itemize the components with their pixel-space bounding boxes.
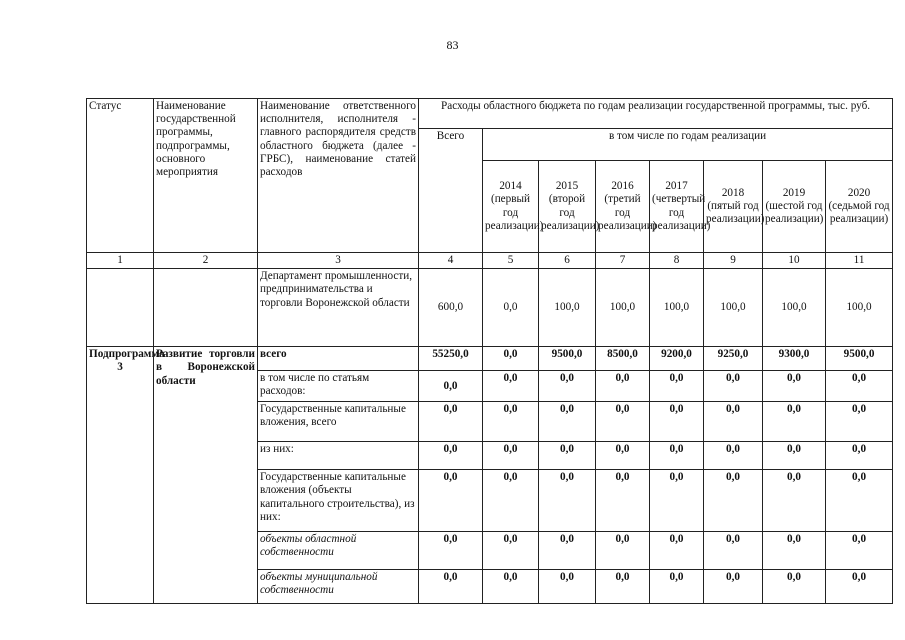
value-cell: 0,0 (763, 532, 826, 570)
value-cell: 0,0 (539, 470, 596, 532)
value-cell: 0,0 (763, 402, 826, 442)
value-cell: 0,0 (539, 402, 596, 442)
department-row (87, 269, 893, 347)
column-number: 3 (258, 253, 419, 269)
header-including-by-years: в том числе по годам реализации (483, 129, 893, 161)
value-cell: 0,0 (650, 371, 704, 402)
value-cell: 100,0 (539, 269, 596, 347)
value-cell: 0,0 (763, 442, 826, 470)
value-cell: 600,0 (419, 269, 483, 347)
value-cell: 0,0 (483, 570, 539, 604)
value-cell: 0,0 (704, 371, 763, 402)
value-cell: 0,0 (419, 532, 483, 570)
value-cell: 0,0 (650, 470, 704, 532)
header-expenses: Расходы областного бюджета по годам реализации государственной программы, тыс. руб. (419, 99, 893, 129)
value-cell: 0,0 (826, 470, 893, 532)
value-cell: 0,0 (596, 470, 650, 532)
row-label: в том числе по статьям расходов: (258, 371, 419, 402)
header-year-2015: 2015 (второй год реализации) (539, 161, 596, 253)
header-year-2020: 2020 (седьмой год реализации) (826, 161, 893, 253)
row-label: объекты муниципальной собственности (258, 570, 419, 604)
value-cell: 9300,0 (763, 347, 826, 371)
page-number: 83 (446, 38, 459, 52)
row-label: Государственные капитальные вложения, всего (258, 402, 419, 442)
value-cell: 0,0 (483, 371, 539, 402)
value-cell: 0,0 (650, 402, 704, 442)
value-cell: 100,0 (704, 269, 763, 347)
column-number: 10 (763, 253, 826, 269)
value-cell: 100,0 (826, 269, 893, 347)
value-cell: 100,0 (596, 269, 650, 347)
header-program-name: Наименование государственной программы, подпрограммы, основного мероприятия (154, 99, 258, 253)
value-cell: 0,0 (826, 442, 893, 470)
value-cell: 0,0 (763, 570, 826, 604)
value-cell: 100,0 (650, 269, 704, 347)
row-label: всего (258, 347, 419, 371)
value-cell: 0,0 (483, 347, 539, 371)
header-total: Всего (419, 129, 483, 253)
value-cell: 0,0 (596, 371, 650, 402)
header-year-2018: 2018 (пятый год реализации) (704, 161, 763, 253)
subprogram-status: Подпрограмма 3 (87, 347, 154, 604)
value-cell: 0,0 (539, 371, 596, 402)
value-cell: 100,0 (763, 269, 826, 347)
value-cell: 0,0 (539, 532, 596, 570)
value-cell: 0,0 (826, 371, 893, 402)
column-number: 8 (650, 253, 704, 269)
column-number: 4 (419, 253, 483, 269)
value-cell: 9500,0 (826, 347, 893, 371)
row-label: из них: (258, 442, 419, 470)
column-number: 7 (596, 253, 650, 269)
value-cell: 0,0 (826, 570, 893, 604)
value-cell: 0,0 (650, 532, 704, 570)
subprogram-name: Развитие торговли в Воронежской области (154, 347, 258, 604)
column-numbers-row (87, 253, 893, 269)
value-cell: 55250,0 (419, 347, 483, 371)
value-cell: 0,0 (419, 442, 483, 470)
value-cell: 0,0 (483, 269, 539, 347)
value-cell: 0,0 (596, 442, 650, 470)
value-cell: 0,0 (596, 532, 650, 570)
value-cell: 0,0 (483, 532, 539, 570)
value-cell: 0,0 (704, 570, 763, 604)
budget-table (86, 98, 893, 604)
value-cell: 8500,0 (596, 347, 650, 371)
header-year-2019: 2019 (шестой год реализации) (763, 161, 826, 253)
value-cell: 0,0 (763, 371, 826, 402)
column-number: 5 (483, 253, 539, 269)
empty-cell (154, 269, 258, 347)
row-label: Государственные капитальные вложения (объекты капитального строительства), из них: (258, 470, 419, 532)
column-number: 9 (704, 253, 763, 269)
value-cell: 0,0 (704, 470, 763, 532)
empty-cell (87, 269, 154, 347)
row-label: объекты областной собственности (258, 532, 419, 570)
subprogram-total-row (87, 347, 893, 371)
value-cell: 0,0 (596, 402, 650, 442)
value-cell: 0,0 (596, 570, 650, 604)
value-cell: 0,0 (704, 402, 763, 442)
value-cell: 9500,0 (539, 347, 596, 371)
value-cell: 0,0 (763, 470, 826, 532)
value-cell: 0,0 (419, 371, 483, 402)
header-year-2014: 2014 (первый год реализации) (483, 161, 539, 253)
header-status: Статус (87, 99, 154, 253)
value-cell: 9200,0 (650, 347, 704, 371)
header-year-2017: 2017 (четвертый год реализации) (650, 161, 704, 253)
value-cell: 0,0 (650, 570, 704, 604)
value-cell: 0,0 (419, 402, 483, 442)
value-cell: 0,0 (826, 532, 893, 570)
value-cell: 0,0 (419, 570, 483, 604)
value-cell: 0,0 (483, 442, 539, 470)
value-cell: 0,0 (483, 402, 539, 442)
column-number: 1 (87, 253, 154, 269)
column-number: 11 (826, 253, 893, 269)
department-name: Департамент промышленности, предпринимательства и торговли Воронежской области (258, 269, 419, 347)
value-cell: 9250,0 (704, 347, 763, 371)
value-cell: 0,0 (704, 442, 763, 470)
value-cell: 0,0 (419, 470, 483, 532)
value-cell: 0,0 (539, 570, 596, 604)
value-cell: 0,0 (650, 442, 704, 470)
value-cell: 0,0 (539, 442, 596, 470)
header-executor: Наименование ответственного исполнителя, исполнителя - главного распорядителя средств областного бюджета (далее - ГРБС), наименование статей расходов (258, 99, 419, 253)
value-cell: 0,0 (704, 532, 763, 570)
header-year-2016: 2016 (третий год реализации) (596, 161, 650, 253)
column-number: 2 (154, 253, 258, 269)
column-number: 6 (539, 253, 596, 269)
value-cell: 0,0 (826, 402, 893, 442)
value-cell: 0,0 (483, 470, 539, 532)
